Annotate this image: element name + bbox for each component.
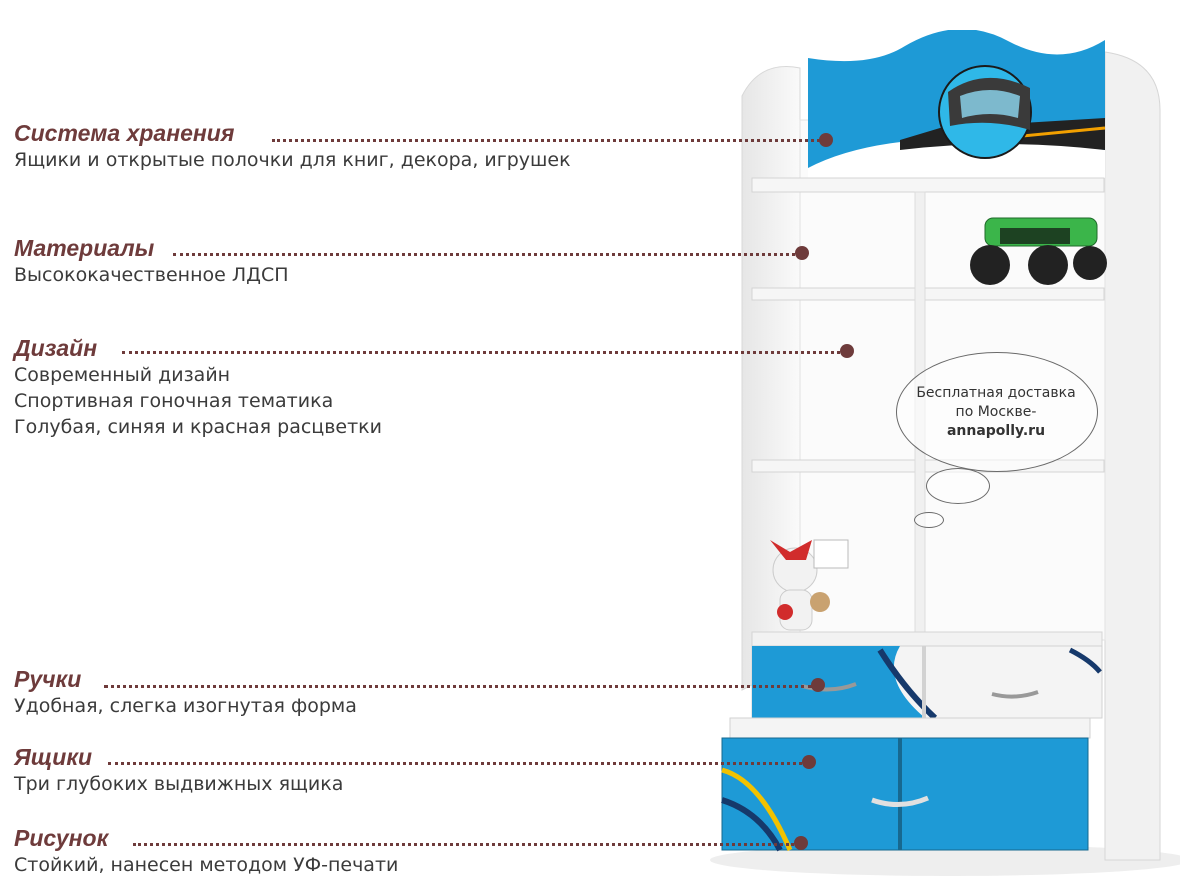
marker-dot xyxy=(794,836,808,850)
leader-line xyxy=(272,139,820,142)
feature-desc: Современный дизайн xyxy=(14,364,231,386)
feature-drawers xyxy=(14,743,343,797)
site-brand: annapolly.ru xyxy=(946,423,1046,439)
feature-title: Материалы xyxy=(14,235,155,261)
marker-dot xyxy=(802,755,816,769)
leader-line xyxy=(108,762,802,765)
feature-desc: Голубая, синяя и красная расцветки xyxy=(14,416,382,438)
feature-desc: Удобная, слегка изогнутая форма xyxy=(14,695,357,717)
feature-materials xyxy=(14,234,289,288)
feature-desc: Спортивная гоночная тематика xyxy=(14,390,334,412)
marker-dot xyxy=(840,344,854,358)
delivery-line-2: по Москве- xyxy=(955,404,1037,420)
feature-title: Дизайн xyxy=(14,335,98,361)
feature-design xyxy=(14,334,382,440)
feature-title: Ящики xyxy=(14,744,93,770)
feature-title: Система хранения xyxy=(14,120,235,146)
feature-desc: Ящики и открытые полочки для книг, декора, игрушек xyxy=(14,149,571,171)
leader-line xyxy=(104,685,812,688)
feature-print xyxy=(14,824,398,878)
thought-bubble-small xyxy=(914,512,944,528)
feature-handles xyxy=(14,665,357,719)
marker-dot xyxy=(811,678,825,692)
delivery-note xyxy=(896,384,1096,441)
feature-desc: Три глубоких выдвижных ящика xyxy=(14,773,344,795)
feature-desc: Высококачественное ЛДСП xyxy=(14,264,289,286)
feature-title: Рисунок xyxy=(14,825,109,851)
feature-storage xyxy=(14,119,571,173)
delivery-line-1: Бесплатная доставка xyxy=(916,385,1076,401)
feature-title: Ручки xyxy=(14,666,82,692)
marker-dot xyxy=(819,133,833,147)
thought-bubble-medium xyxy=(926,468,990,504)
leader-line xyxy=(133,843,794,846)
leader-line xyxy=(173,253,795,256)
leader-line xyxy=(122,351,840,354)
marker-dot xyxy=(795,246,809,260)
feature-desc: Стойкий, нанесен методом УФ-печати xyxy=(14,854,399,876)
